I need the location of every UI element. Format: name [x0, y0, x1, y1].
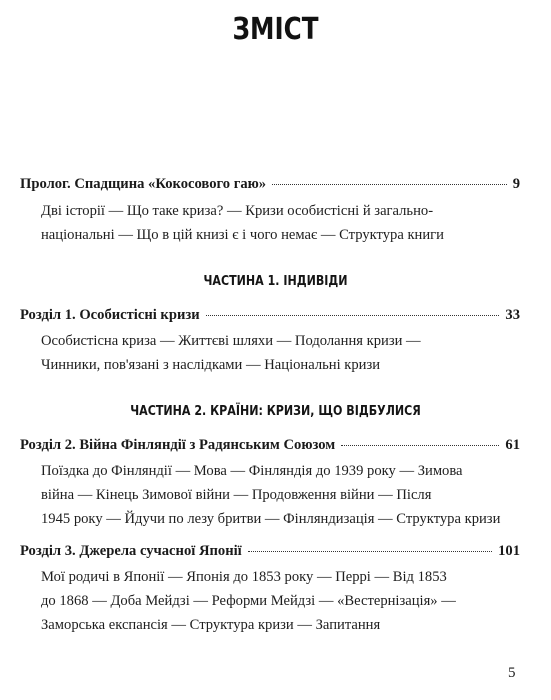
part-heading: ЧАСТИНА 1. ІНДИВІДИ — [203, 273, 348, 289]
toc-entry-chapter-3[interactable] — [20, 543, 520, 560]
dot-leader — [206, 315, 500, 316]
dot-leader — [272, 184, 507, 185]
toc-subline: 1945 року — Йдучи по лезу бритви — Фінляндизація — Структура кризи — [41, 511, 501, 527]
toc-subline: Поїздка до Фінляндії — Мова — Фінляндія до 1939 року — Зимова — [41, 463, 463, 479]
toc-subline: війна — Кінець Зимової війни — Продовження війни — Після — [41, 487, 432, 503]
toc-entry-chapter-1[interactable] — [20, 307, 520, 324]
dot-leader — [341, 445, 499, 446]
toc-subline: Дві історії — Що таке криза? — Кризи особистісні й загально- — [41, 203, 434, 219]
toc-entry-prologue[interactable] — [20, 176, 520, 193]
toc-entry-title: Пролог. Спадщина «Кокосового гаю» — [20, 176, 267, 192]
toc-subline: Особистісна криза — Життєві шляхи — Подолання кризи — — [41, 333, 421, 349]
toc-entry-title: Розділ 1. Особистісні кризи — [20, 307, 200, 323]
part-heading: ЧАСТИНА 2. КРАЇНИ: КРИЗИ, ЩО ВІДБУЛИСЯ — [130, 403, 421, 419]
toc-entry-page: 9 — [512, 176, 520, 192]
toc-entry-page: 61 — [505, 437, 520, 453]
toc-subline: до 1868 — Доба Мейдзі — Реформи Мейдзі — «Вестернізація» — — [41, 593, 456, 609]
toc-subline: Заморська експансія — Структура кризи — Запитання — [41, 617, 381, 633]
toc-entry-page: 33 — [505, 307, 520, 323]
page-number: 5 — [508, 665, 516, 681]
dot-leader — [248, 551, 492, 552]
toc-subline: національні — Що в цій книзі є і чого немає — Структура книги — [41, 227, 444, 243]
toc-entry-title: Розділ 3. Джерела сучасної Японії — [20, 543, 242, 559]
toc-subline: Мої родичі в Японії — Японія до 1853 року — Перрі — Від 1853 — [41, 569, 447, 585]
toc-subline: Чинники, пов'язані з наслідками — Національні кризи — [41, 357, 381, 373]
page-title: ЗМІСТ — [232, 12, 319, 47]
toc-entry-title: Розділ 2. Війна Фінляндії з Радянським Союзом — [20, 437, 336, 453]
toc-entry-page: 101 — [498, 543, 520, 559]
toc-entry-chapter-2[interactable] — [20, 437, 520, 454]
